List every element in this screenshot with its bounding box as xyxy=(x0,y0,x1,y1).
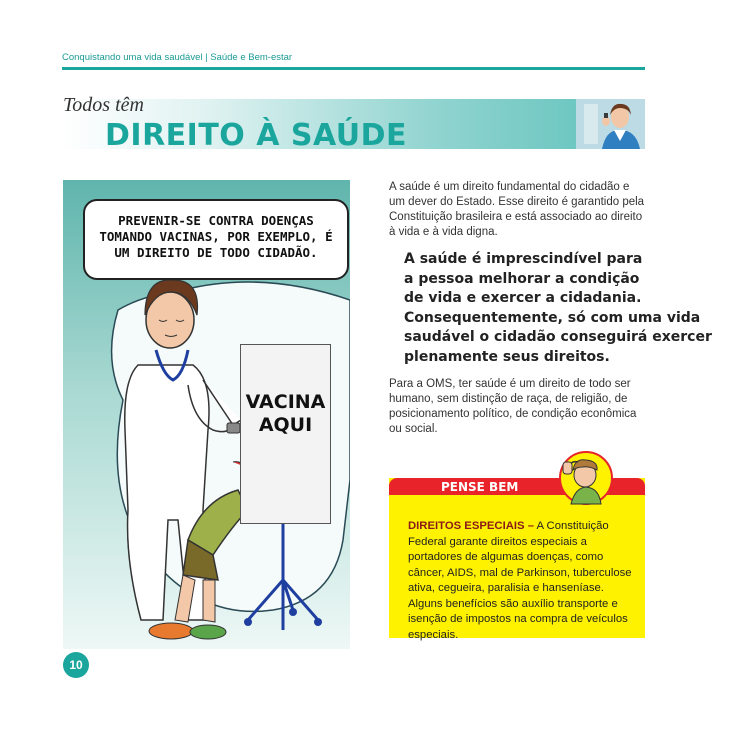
highlight-line: de vida e exercer a cidadania. xyxy=(404,290,642,306)
header-rule xyxy=(62,67,645,70)
think-body: A Constituição Federal garante direitos especiais a portadores de algumas doenças, como câncer, AIDS, mal de Parkinson, tuberculose ativa, cegueira, paralisia e hanseníase. Alguns benefícios são auxílio transporte e isenção de impostos na compra de veículos especiais. xyxy=(408,520,632,641)
vaccine-sign xyxy=(240,344,331,524)
title-small: Todos têm xyxy=(63,94,144,116)
highlight-line: plenamente seus direitos. xyxy=(404,348,610,365)
highlight-line: A saúde é imprescindível para xyxy=(404,251,643,267)
speech-line: PREVENIR-SE CONTRA DOENÇAS xyxy=(118,213,314,228)
page-title: DIREITO À SAÚDE xyxy=(105,118,408,153)
sign-text xyxy=(241,391,330,437)
oms-paragraph: Para a OMS, ter saúde é um direito de todo ser humano, sem distinção de raça, de religião, de posicionamento político, de condição econômica ou social. xyxy=(389,378,637,435)
highlight-line: saudável o cidadão conseguirá exercer xyxy=(404,329,712,345)
page-number: 10 xyxy=(63,652,89,678)
running-head: Conquistando uma vida saudável | Saúde e Bem-estar xyxy=(62,52,293,63)
highlight-line: a pessoa melhorar a condição xyxy=(404,270,640,287)
thinking-boy-icon xyxy=(553,450,623,506)
vaccination-comic xyxy=(63,180,350,649)
think-title: PENSE BEM xyxy=(441,480,519,494)
highlight-quote xyxy=(404,250,712,367)
intro-paragraph: A saúde é um direito fundamental do cidadão e um dever do Estado. Esse direito é garantido pela Constituição brasileira e está associado ao direito à vida e à vida digna. xyxy=(389,181,645,238)
think-term: DIREITOS ESPECIAIS – xyxy=(408,520,534,532)
speech-bubble xyxy=(83,199,349,280)
speech-line: UM DIREITO DE TODO CIDADÃO. xyxy=(114,245,318,260)
sign-line: VACINA xyxy=(245,391,326,413)
think-paragraph xyxy=(408,519,636,643)
doctor-photo xyxy=(576,99,645,149)
sign-line: AQUI xyxy=(258,414,313,436)
highlight-line: Consequentemente, só com uma vida xyxy=(404,309,701,326)
speech-line: TOMANDO VACINAS, POR EXEMPLO, É xyxy=(99,229,333,244)
